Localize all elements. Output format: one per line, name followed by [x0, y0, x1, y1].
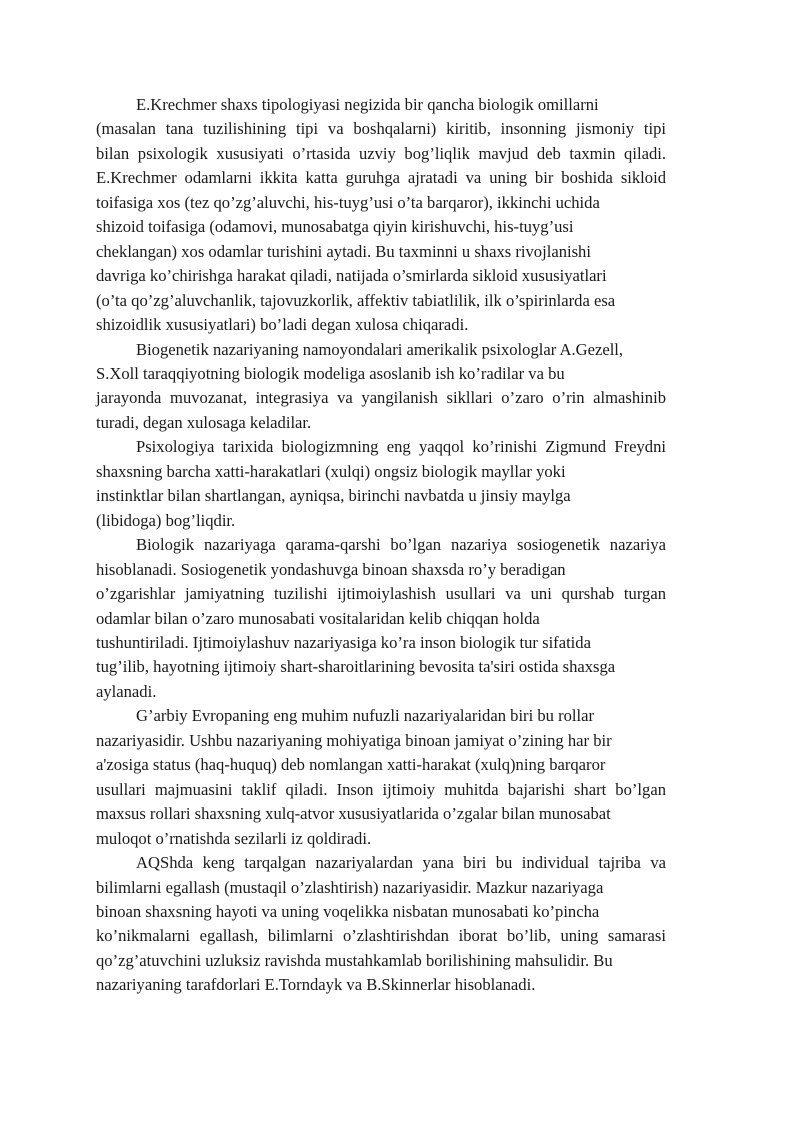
text-line: Psixologiya tarixida biologizmning eng yaqqol ko’rinishi Zigmund Freydni — [136, 437, 666, 457]
text-line: shizoid toifasiga (odamovi, munosabatga qiyin kirishuvchi, his-tuyg’usi — [96, 217, 574, 237]
body-paragraph — [96, 851, 706, 998]
body-paragraph — [96, 93, 706, 338]
text-line: (libidoga) bog’liqdir. — [96, 510, 236, 530]
text-line: E.Krechmer shaxs tipologiyasi negizida bir qancha biologik omillarni — [136, 95, 599, 114]
text-line: shizoidlik xususiyatlari) bo’ladi degan xulosa chiqaradi. — [96, 315, 469, 335]
body-paragraph — [96, 338, 706, 436]
text-line: muloqot o’rnatishda sezilarli iz qoldiradi. — [96, 828, 372, 848]
text-line: o’zgarishlar jamiyatning tuzilishi ijtimoiylashish usullari va uni qurshab turgan — [96, 584, 666, 604]
text-line: G’arbiy Evropaning eng muhim nufuzli nazariyalaridan biri bu rollar — [136, 706, 595, 726]
text-line: Biogenetik nazariyaning namoyondalari amerikalik psixologlar A.Gezell, — [136, 339, 624, 359]
text-line: nazariyaning tarafdorlari E.Torndayk va B.Skinnerlar hisoblanadi. — [96, 975, 536, 995]
text-line: Biologik nazariyaga qarama-qarshi bo’lgan nazariya sosiogenetik nazariya — [136, 535, 666, 555]
text-line: nazariyasidir. Ushbu nazariyaning mohiyatiga binoan jamiyat o’zining har bir — [96, 730, 612, 750]
text-line: a'zosiga status (haq-huquq) deb nomlangan xatti-harakat (xulq)ning barqaror — [96, 755, 606, 775]
text-line: hisoblanadi. Sosiogenetik yondashuvga binoan shaxsda ro’y beradigan — [96, 559, 566, 579]
text-line: instinktlar bilan shartlangan, ayniqsa, birinchi navbatda u jinsiy maylga — [96, 486, 571, 506]
text-line: (o’ta qo’zg’aluvchanlik, tajovuzkorlik, affektiv tabiatlilik, ilk o’spirinlarda esa — [96, 290, 616, 310]
body-paragraph — [96, 533, 706, 704]
text-line: AQShda keng tarqalgan nazariyalardan yana biri bu individual tajriba va — [136, 853, 666, 873]
text-line: S.Xoll taraqqiyotning biologik modeliga asoslanib ish ko’radilar va bu — [96, 363, 565, 383]
body-paragraph — [96, 435, 706, 533]
text-line: binoan shaxsning hayoti va uning voqelikka nisbatan munosabati ko’pincha — [96, 901, 600, 921]
text-line: ko’nikmalarni egallash, bilimlarni o’zlashtirishdan iborat bo’lib, uning samarasi — [96, 926, 666, 946]
text-line: jarayonda muvozanat, integrasiya va yangilanish sikllari o’zaro o’rin almashinib — [96, 388, 666, 408]
text-line: turadi, degan xulosaga keladilar. — [96, 412, 312, 432]
text-line: tug’ilib, hayotning ijtimoiy shart-sharoitlarining bevosita ta'siri ostida shaxsga — [96, 657, 616, 677]
text-line: bilimlarni egallash (mustaqil o’zlashtirish) nazariyasidir. Mazkur nazariyaga — [96, 877, 604, 897]
text-line: maxsus rollari shaxsning xulq-atvor xususiyatlarida o’zgalar bilan munosabat — [96, 804, 611, 824]
text-line: usullari majmuasini taklif qiladi. Inson ijtimoiy muhitda bajarishi shart bo’lgan — [96, 779, 666, 799]
text-line: tushuntiriladi. Ijtimoiylashuv nazariyasiga ko’ra inson biologik tur sifatida — [96, 632, 591, 652]
text-line: (masalan tana tuzilishining tipi va boshqalarni) kiritib, insonning jismoniy tipi — [96, 119, 666, 139]
text-line: odamlar bilan o’zaro munosabati vositalaridan kelib chiqqan holda — [96, 608, 540, 628]
text-line: bilan psixologik xususiyati o’rtasida uzviy bog’liqlik mavjud deb taxmin qiladi. — [96, 143, 666, 163]
document-page — [96, 93, 706, 998]
text-line: E.Krechmer odamlarni ikkita katta guruhga ajratadi va uning bir boshida sikloid — [96, 168, 666, 188]
text-line: davriga ko’chirishga harakat qiladi, natijada o’smirlarda sikloid xususiyatlari — [96, 266, 607, 286]
text-line: toifasiga xos (tez qo’zg’aluvchi, his-tuyg’usi o’ta barqaror), ikkinchi uchida — [96, 192, 600, 212]
text-line: aylanadi. — [96, 681, 157, 701]
body-paragraph — [96, 704, 706, 851]
text-line: shaxsning barcha xatti-harakatlari (xulqi) ongsiz biologik mayllar yoki — [96, 461, 566, 481]
text-line: qo’zg’atuvchini uzluksiz ravishda mustahkamlab borilishining mahsulidir. Bu — [96, 950, 613, 970]
text-line: cheklangan) xos odamlar turishini aytadi. Bu taxminni u shaxs rivojlanishi — [96, 241, 591, 261]
